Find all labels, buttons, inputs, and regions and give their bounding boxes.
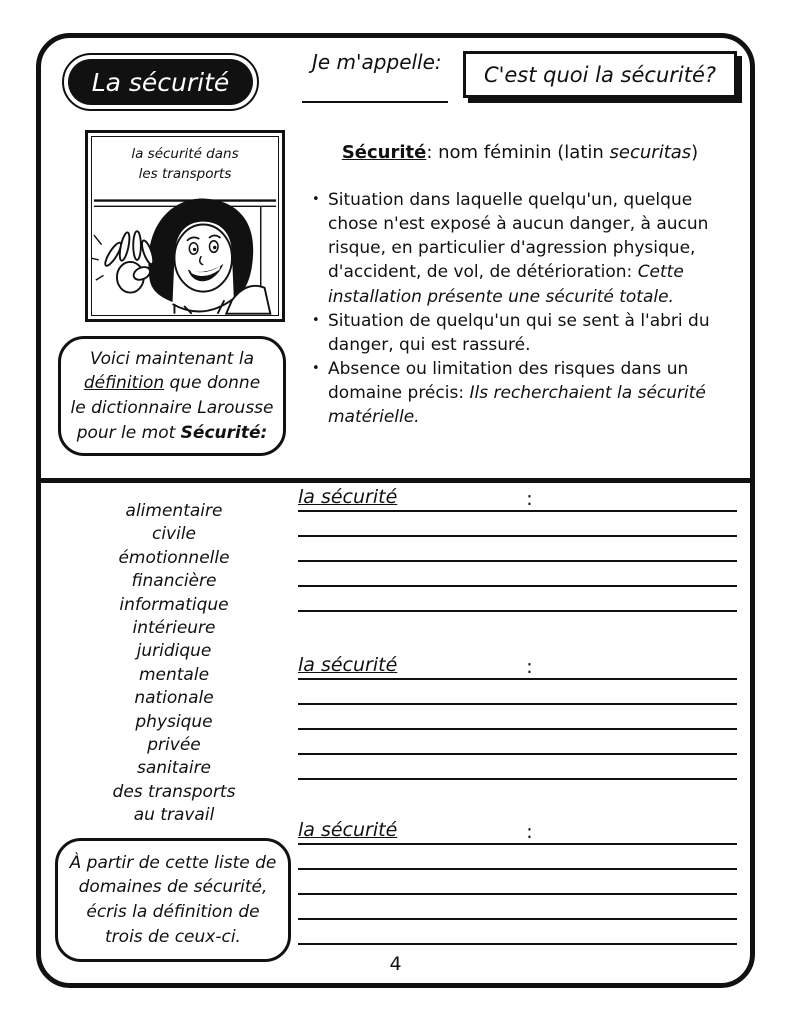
answer-block-1 [298, 486, 737, 612]
domain-item: émotionnelle [118, 547, 230, 568]
illustration-caption [131, 137, 238, 184]
domain-item: juridique [136, 641, 212, 662]
name-blank-line [302, 101, 448, 103]
blank-writing-line [298, 512, 737, 537]
illustration-caption-line1: la sécurité dans [131, 146, 239, 162]
domain-item: informatique [119, 594, 229, 615]
bubble-line: À partir de cette liste de [69, 852, 277, 873]
illustration-caption-line2: les transports [138, 165, 232, 182]
waving-woman-illustration [92, 184, 278, 315]
bubble-line: domaines de sécurité, [78, 877, 268, 898]
blank-writing-line [298, 920, 737, 945]
domain-item: alimentaire [125, 501, 223, 521]
bubble-line-rest: que donne [164, 373, 261, 394]
bubble-line: trois de ceux-ci. [105, 926, 241, 947]
domain-item: au travail [133, 805, 215, 826]
domain-item: mentale [138, 664, 210, 685]
illustration-inner-frame [91, 136, 279, 316]
underlined-word: définition [83, 373, 165, 394]
answer-colon: : [526, 656, 533, 678]
answer-header [298, 486, 737, 512]
page-number: 4 [389, 953, 402, 975]
domain-item: sanitaire [136, 758, 212, 779]
title-badge [62, 53, 259, 111]
bubble-line: Voici maintenant la [89, 348, 254, 369]
question-title: C'est quoi la sécurité? [483, 62, 717, 87]
blank-writing-line [298, 845, 737, 870]
answer-block-2 [298, 654, 737, 780]
answer-block-3 [298, 819, 737, 945]
instruction-bubble-definition [58, 336, 286, 456]
blank-writing-line [298, 537, 737, 562]
blank-writing-line [298, 587, 737, 612]
definition-heading [300, 142, 740, 163]
bubble-line: le dictionnaire Larousse [70, 398, 274, 418]
domain-item: civile [151, 524, 197, 545]
title-badge-label: La sécurité [68, 59, 253, 105]
domain-item: nationale [134, 688, 214, 709]
definition-bullet [312, 357, 744, 429]
definition-term-close: ) [691, 142, 699, 163]
security-domain-list [60, 500, 288, 828]
blank-writing-line [298, 895, 737, 920]
bullet-example: Ils recherchaient la sécurité matérielle. [328, 383, 706, 428]
definition-term-mid: : nom féminin (latin [426, 142, 610, 163]
bubble-line-pre: pour le mot [76, 422, 181, 443]
answer-header [298, 819, 737, 845]
definition-latin: securitas [609, 142, 692, 163]
domain-item: physique [135, 711, 213, 732]
answer-colon: : [526, 488, 533, 510]
bullet-text: Situation de quelqu'un qui se sent à l'abri du danger, qui est rassuré. [328, 310, 710, 355]
bubble-line: écris la définition de [86, 902, 260, 922]
domain-item: privée [147, 735, 201, 756]
blank-writing-line [298, 680, 737, 705]
blank-writing-line [298, 755, 737, 780]
answer-label: la sécurité [298, 819, 398, 841]
instruction-bubble-task [55, 838, 291, 962]
illustration-frame [85, 130, 285, 322]
definition-bullet-list [312, 188, 744, 429]
question-title-box [463, 51, 737, 98]
domain-item: des transports [112, 781, 236, 802]
bullet-text: Situation dans laquelle quelqu'un, quelque chose n'est exposé à aucun danger, à aucun risque, en particulier d'agression physique, d'accident, de vol, de détérioration: [328, 190, 709, 283]
domain-item: financière [131, 571, 217, 592]
answer-colon: : [526, 821, 533, 843]
name-label: Je m'appelle: [312, 50, 442, 74]
blank-writing-line [298, 870, 737, 895]
definition-bullet [312, 188, 744, 309]
definition-term: Sécurité [341, 142, 427, 163]
blank-writing-line [298, 562, 737, 587]
answer-header [298, 654, 737, 680]
answer-label: la sécurité [298, 486, 398, 508]
domain-item: intérieure [132, 618, 216, 639]
blank-writing-line [298, 705, 737, 730]
bubble-line [61, 421, 283, 446]
bold-word: Sécurité: [180, 422, 268, 443]
definition-bullet [312, 309, 744, 357]
section-divider [38, 478, 753, 483]
bubble-line [61, 371, 283, 396]
answer-label: la sécurité [298, 654, 398, 676]
bullet-text: Absence ou limitation des risques dans un domaine précis: [328, 358, 689, 403]
bullet-example: Cette installation présente une sécurité totale. [328, 262, 684, 307]
blank-writing-line [298, 730, 737, 755]
